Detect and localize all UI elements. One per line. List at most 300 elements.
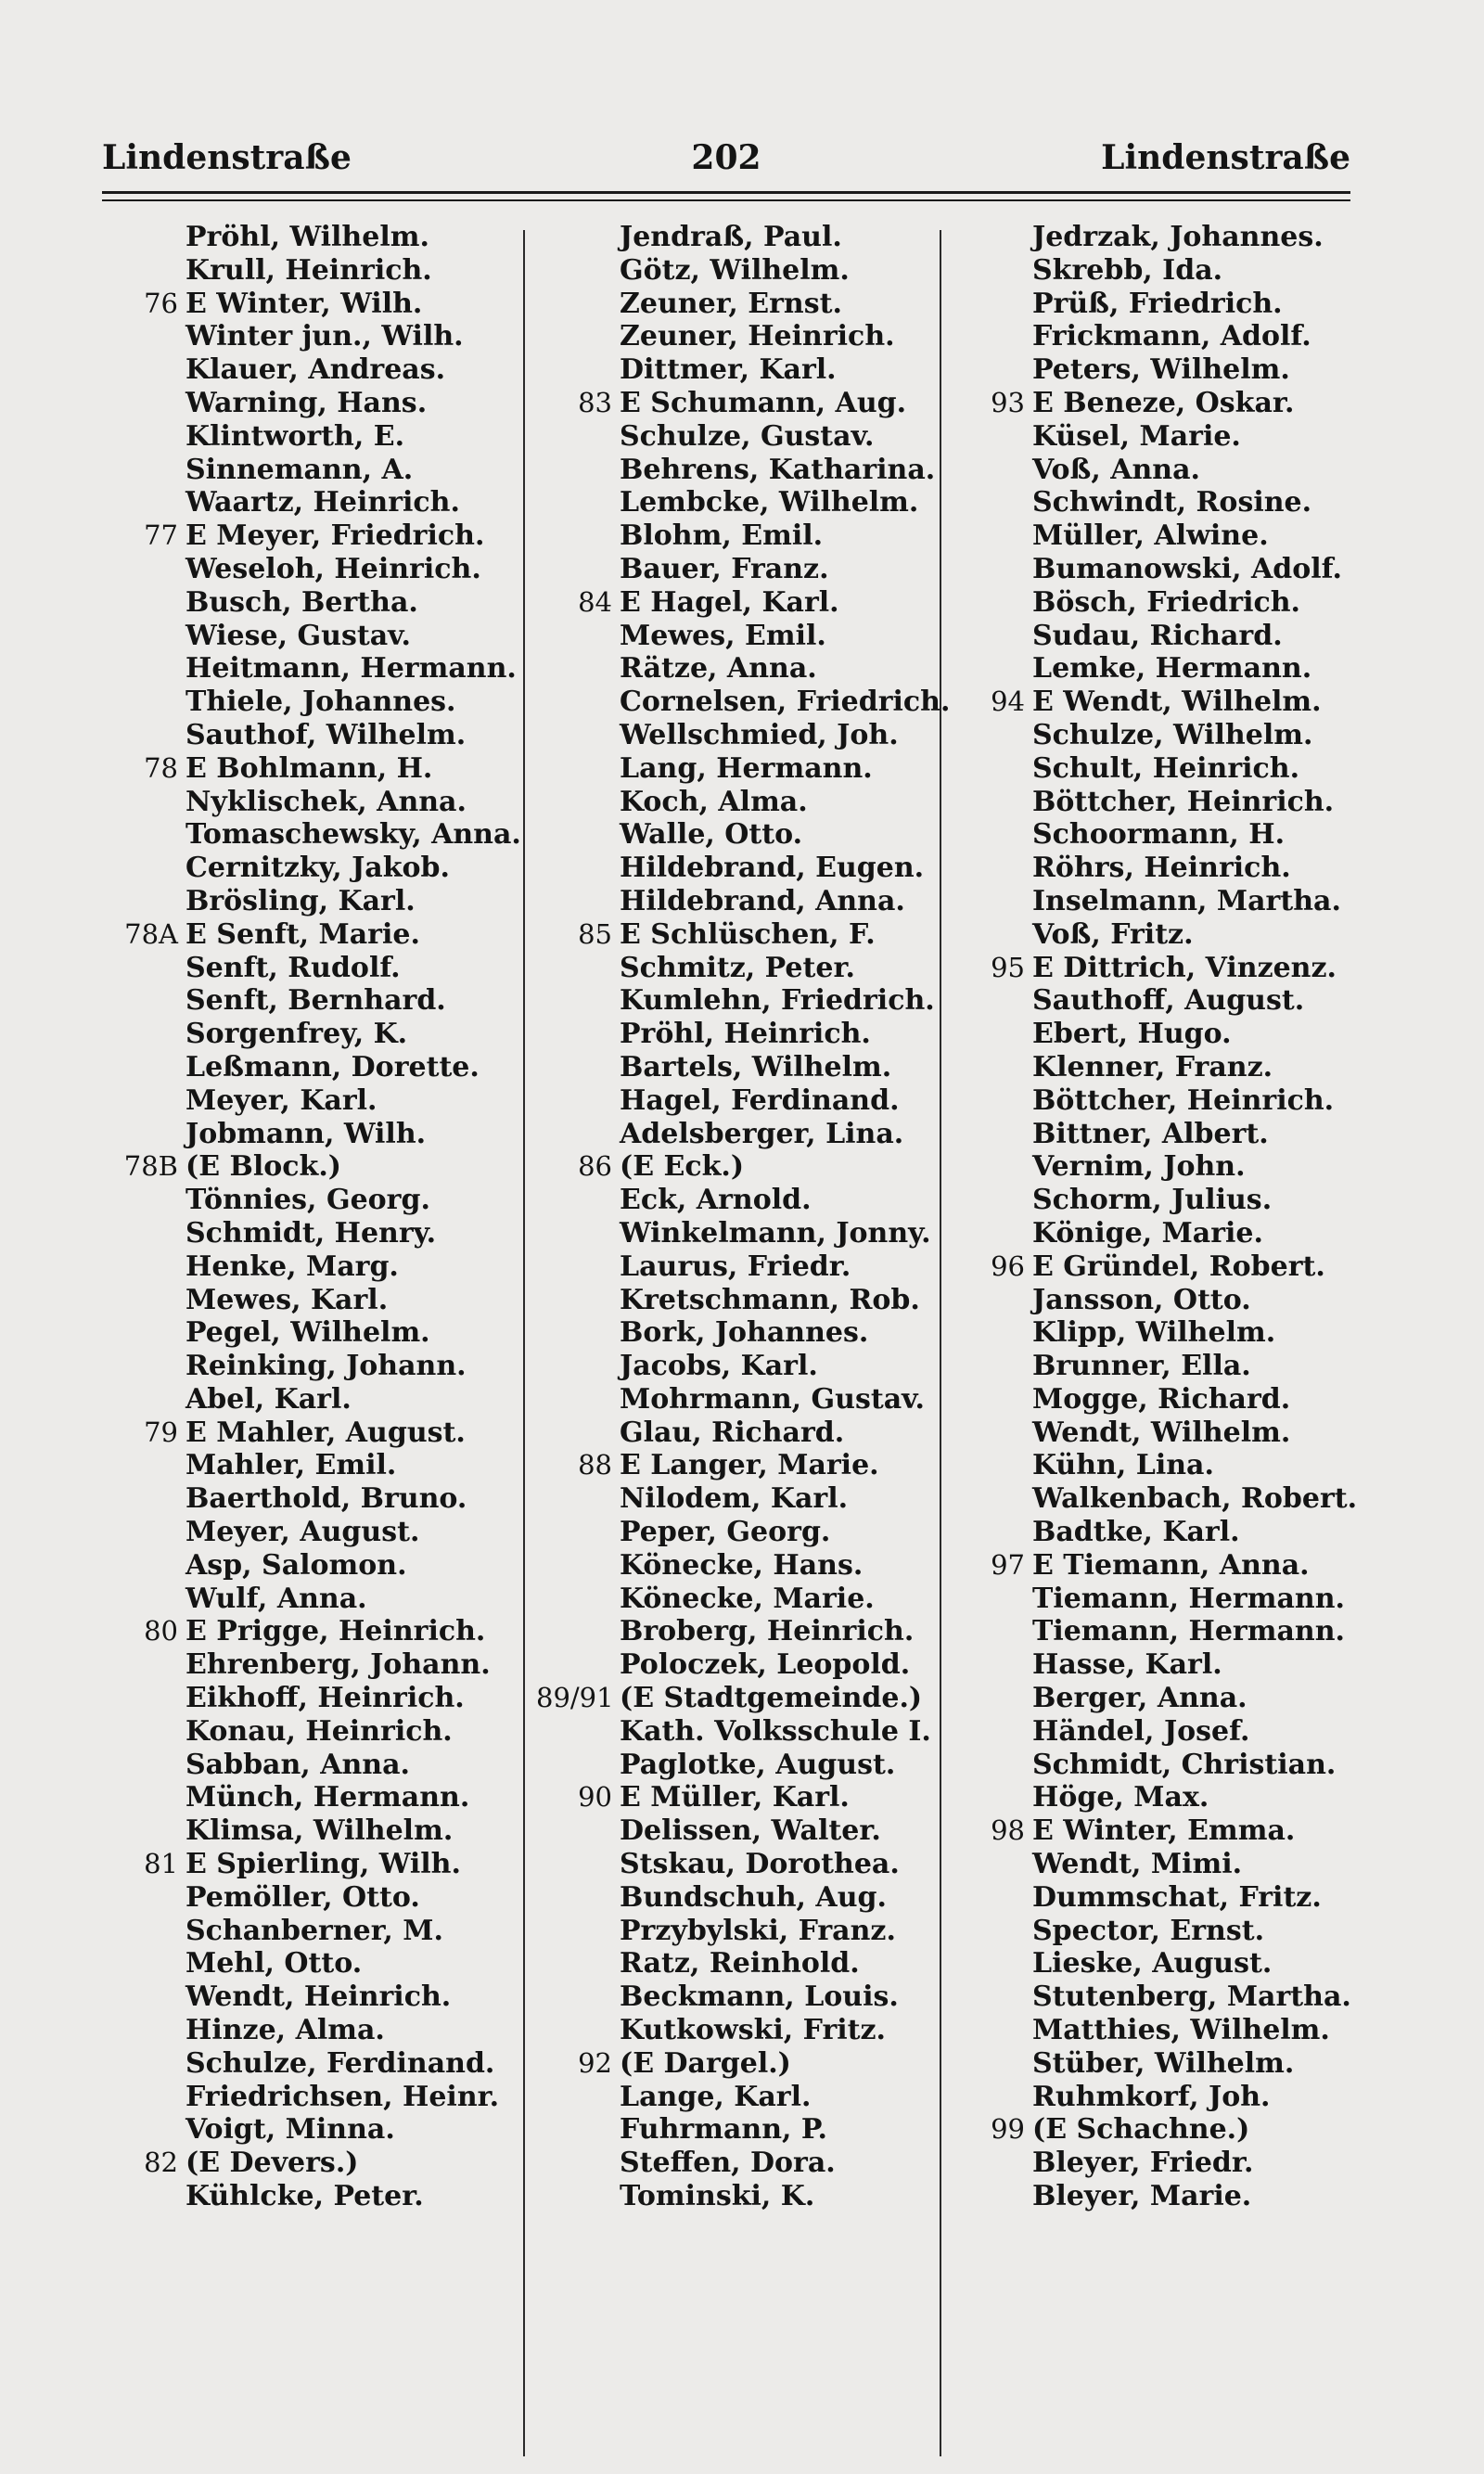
directory-entry xyxy=(102,686,524,719)
directory-entry xyxy=(536,221,944,254)
resident-name: Thiele, Johannes. xyxy=(186,686,456,719)
resident-name: Frickmann, Adolf. xyxy=(1032,320,1311,353)
directory-entry xyxy=(536,2047,944,2081)
directory-entry xyxy=(102,288,524,321)
resident-name: Wiese, Gustav. xyxy=(186,619,411,652)
house-number: 77 xyxy=(144,519,178,552)
resident-name: Walle, Otto. xyxy=(620,818,803,852)
directory-column-1 xyxy=(102,221,524,2213)
directory-column-3 xyxy=(949,221,1385,2213)
directory-entry xyxy=(949,2113,1385,2147)
resident-name: Nilodem, Karl. xyxy=(620,1482,849,1516)
resident-name: Rätze, Anna. xyxy=(620,652,817,686)
resident-name: Röhrs, Heinrich. xyxy=(1032,852,1291,885)
resident-name: Götz, Wilhelm. xyxy=(620,253,850,287)
directory-entry xyxy=(949,1118,1385,1151)
directory-entry xyxy=(102,1383,524,1416)
directory-entry xyxy=(536,1184,944,1217)
resident-name: Meyer, August. xyxy=(186,1516,420,1549)
directory-entry xyxy=(102,1150,524,1184)
resident-name: Weseloh, Heinrich. xyxy=(186,552,481,585)
house-number: 76 xyxy=(144,287,178,319)
resident-name: Klipp, Wilhelm. xyxy=(1032,1316,1276,1350)
resident-name: Lang, Hermann. xyxy=(620,751,873,785)
directory-entry xyxy=(536,1915,944,1948)
resident-name: Schorm, Julius. xyxy=(1032,1184,1273,1217)
directory-entry xyxy=(102,1350,524,1383)
directory-entry xyxy=(102,1184,524,1217)
resident-name: Steffen, Dora. xyxy=(620,2147,836,2180)
directory-entry xyxy=(949,288,1385,321)
directory-entry xyxy=(536,686,951,719)
directory-entry xyxy=(949,786,1385,819)
directory-entry xyxy=(949,852,1385,885)
resident-name: E Hagel, Karl. xyxy=(620,585,839,619)
resident-name: Asp, Salomon. xyxy=(186,1548,407,1582)
resident-name: Hasse, Karl. xyxy=(1032,1648,1222,1682)
house-number: 85 xyxy=(578,917,612,950)
directory-entry xyxy=(949,952,1385,985)
directory-entry xyxy=(949,1881,1385,1915)
resident-name: Berger, Anna. xyxy=(1032,1682,1247,1715)
directory-entry xyxy=(102,2047,524,2081)
directory-entry xyxy=(949,1549,1385,1583)
resident-name: Adelsberger, Lina. xyxy=(620,1117,904,1150)
directory-entry xyxy=(536,2180,944,2213)
resident-name: E Müller, Karl. xyxy=(620,1781,850,1814)
resident-name: Klenner, Franz. xyxy=(1032,1050,1273,1083)
resident-name: Sorgenfrey, K. xyxy=(186,1018,408,1051)
directory-entry xyxy=(949,2081,1385,2114)
directory-entry xyxy=(949,885,1385,918)
directory-entry xyxy=(102,984,524,1018)
resident-name: Könecke, Hans. xyxy=(620,1548,864,1582)
resident-name: Stutenberg, Martha. xyxy=(1032,1980,1351,2014)
header-street-left: Lindenstraße xyxy=(102,138,352,177)
resident-name: Behrens, Katharina. xyxy=(620,453,936,486)
resident-name: Beckmann, Louis. xyxy=(620,1980,899,2014)
resident-name: Pröhl, Wilhelm. xyxy=(186,221,429,253)
resident-name: Tomaschewsky, Anna. xyxy=(186,818,521,852)
directory-entry xyxy=(102,553,524,586)
resident-name: Pegel, Wilhelm. xyxy=(186,1316,430,1350)
resident-name: Lembcke, Wilhelm. xyxy=(620,486,919,519)
resident-name: Sabban, Anna. xyxy=(186,1748,410,1781)
resident-name: Brunner, Ella. xyxy=(1032,1350,1251,1383)
resident-name: Mewes, Karl. xyxy=(186,1283,389,1316)
directory-entry xyxy=(536,1118,944,1151)
directory-entry xyxy=(536,652,944,686)
directory-entry xyxy=(949,1848,1385,1881)
resident-name: Hildebrand, Anna. xyxy=(620,884,905,917)
directory-entry xyxy=(102,1715,524,1749)
resident-name: Bleyer, Friedr. xyxy=(1032,2147,1254,2180)
resident-name: Küsel, Marie. xyxy=(1032,419,1241,453)
resident-name: Winkelmann, Jonny. xyxy=(620,1216,931,1250)
resident-name: Peper, Georg. xyxy=(620,1516,831,1549)
resident-name: (E Block.) xyxy=(186,1150,341,1184)
directory-entry xyxy=(949,454,1385,487)
directory-entry xyxy=(536,1682,944,1715)
resident-name: Lieske, August. xyxy=(1032,1947,1273,1980)
resident-name: Bauer, Franz. xyxy=(620,552,829,585)
resident-name: Klintworth, E. xyxy=(186,419,405,453)
directory-entry xyxy=(102,1482,524,1516)
house-number: 79 xyxy=(144,1416,178,1448)
resident-name: Brösling, Karl. xyxy=(186,884,416,917)
resident-name: Schmitz, Peter. xyxy=(620,951,855,984)
house-number: 98 xyxy=(991,1814,1025,1847)
resident-name: Bartels, Wilhelm. xyxy=(620,1050,892,1083)
directory-entry xyxy=(102,652,524,686)
directory-entry xyxy=(102,2113,524,2147)
directory-entry xyxy=(102,885,524,918)
resident-name: Kumlehn, Friedrich. xyxy=(620,984,935,1018)
directory-entry xyxy=(536,553,944,586)
directory-entry xyxy=(536,1416,944,1450)
resident-name: Müller, Alwine. xyxy=(1032,519,1269,553)
resident-name: E Langer, Marie. xyxy=(620,1449,879,1482)
directory-entry xyxy=(102,620,524,653)
page-header xyxy=(102,130,1350,186)
directory-entry xyxy=(536,288,944,321)
directory-entry xyxy=(536,420,944,454)
directory-entry xyxy=(102,1583,524,1616)
resident-name: Spector, Ernst. xyxy=(1032,1914,1265,1947)
resident-name: Jacobs, Karl. xyxy=(620,1350,818,1383)
directory-entry xyxy=(949,221,1385,254)
resident-name: Sauthoff, August. xyxy=(1032,984,1305,1018)
directory-entry xyxy=(102,1449,524,1482)
resident-name: Delissen, Walter. xyxy=(620,1814,881,1848)
resident-name: Mehl, Otto. xyxy=(186,1947,363,1980)
resident-name: Voß, Anna. xyxy=(1032,453,1200,486)
directory-entry xyxy=(536,918,944,952)
directory-entry xyxy=(949,254,1385,288)
directory-entry xyxy=(102,2147,524,2180)
directory-entry xyxy=(949,719,1385,752)
directory-entry xyxy=(949,1516,1385,1549)
directory-entry xyxy=(102,1549,524,1583)
resident-name: E Schumann, Aug. xyxy=(620,386,907,419)
directory-entry xyxy=(536,752,944,786)
resident-name: Kretschmann, Rob. xyxy=(620,1283,920,1316)
directory-entry xyxy=(102,852,524,885)
directory-entry xyxy=(102,1848,524,1881)
resident-name: Warning, Hans. xyxy=(186,386,428,419)
directory-entry xyxy=(949,1814,1385,1848)
resident-name: Kühn, Lina. xyxy=(1032,1449,1214,1482)
resident-name: (E Devers.) xyxy=(186,2147,359,2180)
directory-entry xyxy=(949,1350,1385,1383)
resident-name: Cornelsen, Friedrich. xyxy=(620,686,951,719)
resident-name: Senft, Bernhard. xyxy=(186,984,446,1018)
directory-entry xyxy=(949,1316,1385,1350)
directory-entry xyxy=(536,1781,944,1814)
directory-entry xyxy=(102,1217,524,1250)
resident-name: E Bohlmann, H. xyxy=(186,751,433,785)
directory-entry xyxy=(536,1217,944,1250)
resident-name: Mahler, Emil. xyxy=(186,1449,397,1482)
directory-entry xyxy=(536,1648,944,1682)
resident-name: E Spierling, Wilh. xyxy=(186,1848,461,1881)
directory-entry xyxy=(536,1980,944,2014)
resident-name: Pemöller, Otto. xyxy=(186,1880,420,1914)
directory-entry xyxy=(949,1980,1385,2014)
directory-entry xyxy=(102,1018,524,1051)
resident-name: Jendraß, Paul. xyxy=(620,221,842,253)
directory-entry xyxy=(949,620,1385,653)
directory-entry xyxy=(949,1781,1385,1814)
resident-name: Händel, Josef. xyxy=(1032,1714,1250,1748)
resident-name: E Tiemann, Anna. xyxy=(1032,1548,1310,1582)
directory-entry xyxy=(536,1284,944,1317)
resident-name: E Meyer, Friedrich. xyxy=(186,519,485,553)
resident-name: Mewes, Emil. xyxy=(620,619,826,652)
resident-name: Bösch, Friedrich. xyxy=(1032,585,1300,619)
house-number: 80 xyxy=(144,1615,178,1647)
resident-name: Waartz, Heinrich. xyxy=(186,486,460,519)
directory-entry xyxy=(536,454,944,487)
header-street-right: Lindenstraße xyxy=(1101,138,1350,177)
directory-entry xyxy=(102,1316,524,1350)
directory-entry xyxy=(102,420,524,454)
resident-name: Münch, Hermann. xyxy=(186,1781,470,1814)
directory-entry xyxy=(102,1416,524,1450)
directory-entry xyxy=(949,1018,1385,1051)
directory-entry xyxy=(536,1350,944,1383)
directory-entry xyxy=(536,852,944,885)
directory-entry xyxy=(536,1250,944,1284)
directory-entry xyxy=(949,1915,1385,1948)
directory-entry xyxy=(536,952,944,985)
directory-entry xyxy=(949,1084,1385,1118)
resident-name: Busch, Bertha. xyxy=(186,585,418,619)
directory-entry xyxy=(949,1150,1385,1184)
resident-name: Schulze, Gustav. xyxy=(620,419,875,453)
directory-entry xyxy=(949,420,1385,454)
resident-name: Ratz, Reinhold. xyxy=(620,1947,860,1980)
directory-entry xyxy=(949,1715,1385,1749)
directory-entry xyxy=(536,885,944,918)
resident-name: Stskau, Dorothea. xyxy=(620,1848,900,1881)
directory-entry xyxy=(949,486,1385,519)
directory-entry xyxy=(536,1084,944,1118)
resident-name: Böttcher, Heinrich. xyxy=(1032,1083,1335,1117)
house-number: 90 xyxy=(578,1781,612,1814)
resident-name: Winter jun., Wilh. xyxy=(186,320,464,353)
directory-entry xyxy=(536,1549,944,1583)
directory-entry xyxy=(102,454,524,487)
resident-name: E Gründel, Robert. xyxy=(1032,1250,1325,1283)
directory-entry xyxy=(102,586,524,620)
page-number: 202 xyxy=(691,138,761,177)
house-number: 97 xyxy=(991,1548,1025,1581)
resident-name: Abel, Karl. xyxy=(186,1382,352,1416)
resident-name: Höge, Max. xyxy=(1032,1781,1209,1814)
resident-name: Lange, Karl. xyxy=(620,2080,812,2113)
resident-name: Könige, Marie. xyxy=(1032,1216,1263,1250)
resident-name: E Beneze, Oskar. xyxy=(1032,386,1295,419)
directory-entry xyxy=(102,1915,524,1948)
resident-name: Zeuner, Ernst. xyxy=(620,287,842,320)
directory-entry xyxy=(536,254,944,288)
house-number: 92 xyxy=(578,2046,612,2079)
directory-entry xyxy=(536,1150,944,1184)
resident-name: E Schlüschen, F. xyxy=(620,917,876,951)
resident-name: Nyklischek, Anna. xyxy=(186,785,467,818)
house-number: 78B xyxy=(123,1150,178,1183)
directory-entry xyxy=(102,1648,524,1682)
directory-entry xyxy=(102,1814,524,1848)
house-number: 93 xyxy=(991,386,1025,418)
directory-entry xyxy=(536,353,944,387)
resident-name: Schwindt, Rosine. xyxy=(1032,486,1312,519)
resident-name: (E Eck.) xyxy=(620,1150,745,1184)
resident-name: Koch, Alma. xyxy=(620,785,808,818)
directory-entry xyxy=(536,620,944,653)
resident-name: Schulze, Wilhelm. xyxy=(1032,718,1313,751)
resident-name: Kath. Volksschule I. xyxy=(620,1714,931,1748)
directory-entry xyxy=(536,2113,944,2147)
resident-name: Jansson, Otto. xyxy=(1032,1283,1251,1316)
resident-name: Kutkowski, Fritz. xyxy=(620,2014,886,2047)
resident-name: Wendt, Mimi. xyxy=(1032,1848,1243,1881)
directory-entry xyxy=(102,1881,524,1915)
resident-name: Krull, Heinrich. xyxy=(186,253,432,287)
directory-entry xyxy=(102,1516,524,1549)
resident-name: Mogge, Richard. xyxy=(1032,1382,1291,1416)
directory-entry xyxy=(102,1980,524,2014)
directory-entry xyxy=(949,519,1385,553)
resident-name: Hagel, Ferdinand. xyxy=(620,1083,900,1117)
resident-name: Dummschat, Fritz. xyxy=(1032,1880,1322,1914)
resident-name: Wendt, Heinrich. xyxy=(186,1980,452,2014)
house-number: 99 xyxy=(991,2113,1025,2146)
directory-entry xyxy=(949,1051,1385,1084)
directory-entry xyxy=(536,786,944,819)
resident-name: Pröhl, Heinrich. xyxy=(620,1018,871,1051)
resident-name: Bork, Johannes. xyxy=(620,1316,869,1350)
directory-entry xyxy=(102,1749,524,1782)
directory-entry xyxy=(102,918,524,952)
header-rule-thick xyxy=(102,191,1350,194)
directory-entry xyxy=(536,519,944,553)
directory-entry xyxy=(949,1383,1385,1416)
resident-name: Tönnies, Georg. xyxy=(186,1184,430,1217)
resident-name: Skrebb, Ida. xyxy=(1032,253,1223,287)
directory-entry xyxy=(536,2014,944,2047)
directory-entry xyxy=(102,2081,524,2114)
resident-name: Mohrmann, Gustav. xyxy=(620,1382,926,1416)
directory-entry xyxy=(536,1848,944,1881)
house-number: 95 xyxy=(991,951,1025,983)
directory-entry xyxy=(536,1316,944,1350)
resident-name: Sauthof, Wilhelm. xyxy=(186,718,467,751)
directory-entry xyxy=(102,2180,524,2213)
directory-entry xyxy=(536,1051,944,1084)
directory-entry xyxy=(102,1051,524,1084)
directory-entry xyxy=(949,1217,1385,1250)
resident-name: Schoormann, H. xyxy=(1032,818,1286,852)
resident-name: Klimsa, Wilhelm. xyxy=(186,1814,454,1848)
directory-entry xyxy=(536,1383,944,1416)
directory-entry xyxy=(102,221,524,254)
resident-name: Kühlcke, Peter. xyxy=(186,2180,424,2213)
resident-name: Vernim, John. xyxy=(1032,1150,1246,1184)
directory-entry xyxy=(949,1250,1385,1284)
resident-name: Fuhrmann, P. xyxy=(620,2113,827,2147)
resident-name: Laurus, Friedr. xyxy=(620,1250,851,1283)
directory-entry xyxy=(536,1516,944,1549)
directory-entry xyxy=(102,752,524,786)
resident-name: Jedrzak, Johannes. xyxy=(1032,221,1324,253)
resident-name: Paglotke, August. xyxy=(620,1748,896,1781)
resident-name: Senft, Rudolf. xyxy=(186,951,401,984)
resident-name: Zeuner, Heinrich. xyxy=(620,320,895,353)
resident-name: Sudau, Richard. xyxy=(1032,619,1283,652)
resident-name: Henke, Marg. xyxy=(186,1250,399,1283)
directory-entry xyxy=(536,984,944,1018)
resident-name: Glau, Richard. xyxy=(620,1416,845,1449)
directory-entry xyxy=(102,1118,524,1151)
directory-entry xyxy=(536,1615,944,1648)
resident-name: Schult, Heinrich. xyxy=(1032,751,1300,785)
resident-name: Bittner, Albert. xyxy=(1032,1117,1269,1150)
directory-entry xyxy=(949,553,1385,586)
directory-entry xyxy=(102,1250,524,1284)
directory-entry xyxy=(949,1947,1385,1980)
house-number: 82 xyxy=(144,2147,178,2179)
house-number: 86 xyxy=(578,1150,612,1183)
resident-name: Tiemann, Hermann. xyxy=(1032,1582,1345,1615)
resident-name: (E Stadtgemeinde.) xyxy=(620,1682,923,1715)
directory-entry xyxy=(949,918,1385,952)
directory-entry xyxy=(536,1583,944,1616)
resident-name: (E Dargel.) xyxy=(620,2046,791,2080)
directory-entry xyxy=(102,1084,524,1118)
resident-name: Ehrenberg, Johann. xyxy=(186,1648,491,1682)
house-number: 96 xyxy=(991,1250,1025,1282)
resident-name: Tiemann, Hermann. xyxy=(1032,1615,1345,1648)
directory-entry xyxy=(949,752,1385,786)
directory-entry xyxy=(536,719,944,752)
resident-name: Sinnemann, A. xyxy=(186,453,414,486)
resident-name: Könecke, Marie. xyxy=(620,1582,875,1615)
resident-name: Meyer, Karl. xyxy=(186,1083,377,1117)
resident-name: Inselmann, Martha. xyxy=(1032,884,1341,917)
directory-entry xyxy=(949,1449,1385,1482)
directory-entry xyxy=(102,1284,524,1317)
house-number: 84 xyxy=(578,585,612,618)
directory-entry xyxy=(536,387,944,420)
directory-entry xyxy=(949,2014,1385,2047)
resident-name: Heitmann, Hermann. xyxy=(186,652,517,686)
directory-entry xyxy=(949,1284,1385,1317)
directory-entry xyxy=(949,353,1385,387)
resident-name: Hinze, Alma. xyxy=(186,2014,385,2047)
directory-entry xyxy=(949,1416,1385,1450)
resident-name: Schmidt, Henry. xyxy=(186,1216,437,1250)
resident-name: Friedrichsen, Heinr. xyxy=(186,2080,500,2113)
directory-entry xyxy=(102,952,524,985)
resident-name: Voß, Fritz. xyxy=(1032,917,1194,951)
resident-name: Broberg, Heinrich. xyxy=(620,1615,915,1648)
directory-entry xyxy=(949,1615,1385,1648)
resident-name: Blohm, Emil. xyxy=(620,519,824,553)
resident-name: Peters, Wilhelm. xyxy=(1032,353,1290,387)
resident-name: Ebert, Hugo. xyxy=(1032,1018,1232,1051)
